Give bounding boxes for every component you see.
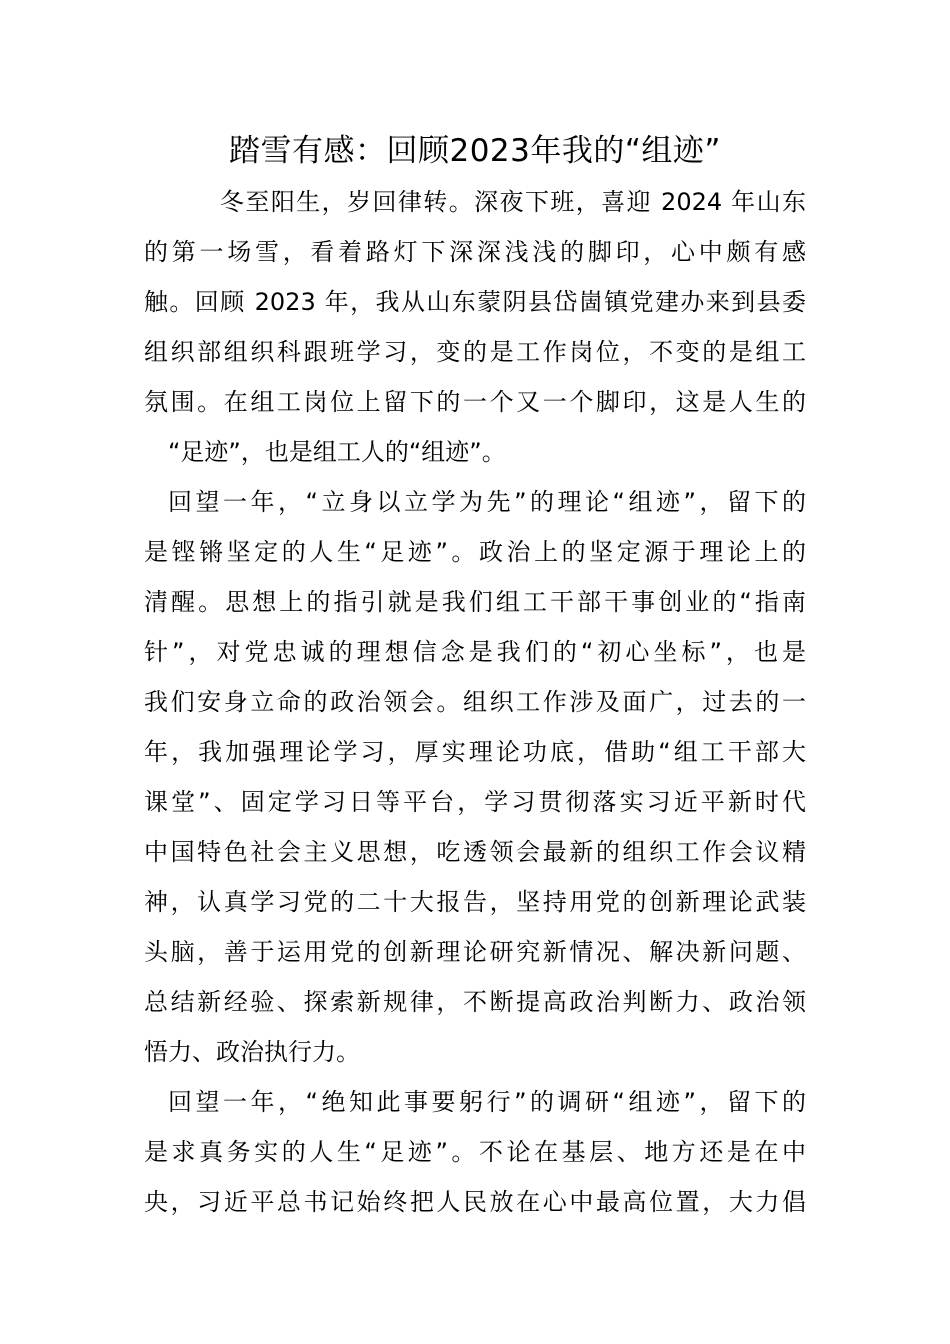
paragraph-line: 央，习近平总书记始终把人民放在心中最高位置，大力倡 xyxy=(144,1188,806,1216)
paragraph-line: 组织部组织科跟班学习，变的是工作岗位，不变的是组工 xyxy=(144,338,806,366)
paragraph-line: 年，我加强理论学习，厚实理论功底，借助“组工干部大 xyxy=(144,738,806,766)
paragraph-1 xyxy=(144,177,806,477)
paragraph-line: 神，认真学习党的二十大报告，坚持用党的创新理论武装 xyxy=(144,888,806,916)
paragraph-line: “足迹”，也是组工人的“组迹”。 xyxy=(168,438,506,466)
paragraph-line: 清醒。思想上的指引就是我们组工干部干事创业的“指南 xyxy=(144,588,806,616)
paragraph-line: 氛围。在组工岗位上留下的一个又一个脚印，这是人生的 xyxy=(144,388,806,416)
paragraph-line: 头脑，善于运用党的创新理论研究新情况、解决新问题、 xyxy=(144,938,806,966)
paragraph-line: 触。回顾 2023 年，我从山东蒙阴县岱崮镇党建办来到县委 xyxy=(144,288,806,316)
document-body xyxy=(144,177,806,1227)
paragraph-line: 总结新经验、探索新规律，不断提高政治判断力、政治领 xyxy=(144,988,806,1016)
document-title: 踏雪有感：回顾2023年我的“组迹” xyxy=(228,133,721,169)
paragraph-line: 是求真务实的人生“足迹”。不论在基层、地方还是在中 xyxy=(144,1138,806,1166)
paragraph-line: 的第一场雪，看着路灯下深深浅浅的脚印，心中颇有感 xyxy=(144,238,806,266)
paragraph-line: 悟力、政治执行力。 xyxy=(144,1038,360,1066)
paragraph-3 xyxy=(144,1077,806,1227)
paragraph-2 xyxy=(144,477,806,1077)
paragraph-line: 中国特色社会主义思想，吃透领会最新的组织工作会议精 xyxy=(144,838,806,866)
paragraph-line: 课堂”、固定学习日等平台，学习贯彻落实习近平新时代 xyxy=(144,788,806,816)
paragraph-line: 针”，对党忠诚的理想信念是我们的“初心坐标”，也是 xyxy=(144,638,806,666)
paragraph-line: 是铿锵坚定的人生“足迹”。政治上的坚定源于理论上的 xyxy=(144,538,806,566)
paragraph-line: 我们安身立命的政治领会。组织工作涉及面广，过去的一 xyxy=(144,688,806,716)
paragraph-line: 回望一年，“绝知此事要躬行”的调研“组迹”，留下的 xyxy=(168,1088,806,1116)
paragraph-line: 冬至阳生，岁回律转。深夜下班，喜迎 2024 年山东 xyxy=(220,188,806,216)
paragraph-line: 回望一年，“立身以立学为先”的理论“组迹”，留下的 xyxy=(168,488,806,516)
